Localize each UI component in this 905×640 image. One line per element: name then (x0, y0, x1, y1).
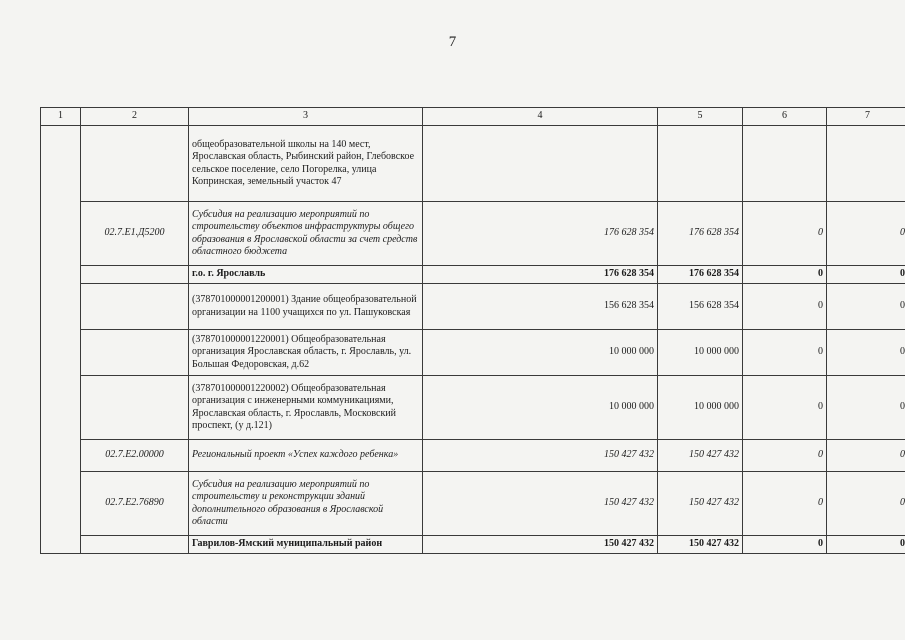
table-header-row (41, 108, 905, 126)
table-cell-col5: 10 000 000 (658, 376, 743, 440)
table-cell-col6: 0 (743, 330, 827, 376)
table-cell-col4: 150 427 432 (423, 472, 658, 536)
table-cell-code (81, 376, 189, 440)
table-row (41, 284, 905, 330)
table-cell-code: 02.7.Е1.Д5200 (81, 202, 189, 266)
table-row (41, 472, 905, 536)
table-cell-col4: 10 000 000 (423, 330, 658, 376)
column-header-1: 1 (41, 108, 81, 126)
table-cell-col7: 0 (827, 284, 905, 330)
table-cell-col6 (743, 126, 827, 202)
budget-table (40, 107, 905, 554)
table-cell-col4: 150 427 432 (423, 440, 658, 472)
table-cell-col6: 0 (743, 266, 827, 284)
table-cell-col5: 176 628 354 (658, 266, 743, 284)
table-row (41, 266, 905, 284)
table-cell-code: 02.7.Е2.76890 (81, 472, 189, 536)
table-row (41, 330, 905, 376)
table-cell-name: г.о. г. Ярославль (189, 266, 423, 284)
column-header-7: 7 (827, 108, 905, 126)
table-cell-col4: 176 628 354 (423, 202, 658, 266)
column-header-5: 5 (658, 108, 743, 126)
table-cell-col7: 0 (827, 202, 905, 266)
table-cell-col4 (423, 126, 658, 202)
table-cell-col5: 150 427 432 (658, 440, 743, 472)
table-cell-col5: 10 000 000 (658, 330, 743, 376)
table-cell-name: Субсидия на реализацию мероприятий по строительству и реконструкции зданий дополнительного образования в Ярославской области (189, 472, 423, 536)
table-cell-col5: 176 628 354 (658, 202, 743, 266)
table-cell-col5 (658, 126, 743, 202)
table-cell-name: общеобразовательной школы на 140 мест, Ярославская область, Рыбинский район, Глебовское сельское поселение, село Погорелка, улица Копринская, земельный участок 47 (189, 126, 423, 202)
table-cell-name: (378701000001200001) Здание общеобразовательной организации на 1100 учащихся по ул. Пашуковская (189, 284, 423, 330)
page-number: 7 (448, 34, 457, 50)
table-cell-col7: 0 (827, 376, 905, 440)
table-row (41, 376, 905, 440)
table-cell-col7 (827, 126, 905, 202)
table-cell-col4: 156 628 354 (423, 284, 658, 330)
table-cell-code (81, 284, 189, 330)
table-cell-name: Региональный проект «Успех каждого ребенка» (189, 440, 423, 472)
table-cell-col6: 0 (743, 284, 827, 330)
table-cell-col6: 0 (743, 376, 827, 440)
table-cell-col5: 150 427 432 (658, 536, 743, 554)
table-cell-col6: 0 (743, 440, 827, 472)
table-cell-code (81, 536, 189, 554)
table-cell-col6: 0 (743, 472, 827, 536)
table-cell-name: (378701000001220002) Общеобразовательная организация с инженерными коммуникациями, Ярославская область, г. Ярославль, Московский проспект, (у д.121) (189, 376, 423, 440)
table-cell-col5: 150 427 432 (658, 472, 743, 536)
table-row (41, 536, 905, 554)
table-cell-col6: 0 (743, 202, 827, 266)
table-cell-col4: 150 427 432 (423, 536, 658, 554)
column-header-4: 4 (423, 108, 658, 126)
table-row (41, 202, 905, 266)
table-cell-col1 (41, 126, 81, 554)
table-cell-col4: 176 628 354 (423, 266, 658, 284)
table-cell-col7: 0 (827, 330, 905, 376)
table-cell-col5: 156 628 354 (658, 284, 743, 330)
table-cell-col7: 0 (827, 536, 905, 554)
column-header-2: 2 (81, 108, 189, 126)
table-row (41, 440, 905, 472)
table-cell-code (81, 126, 189, 202)
table-cell-col7: 0 (827, 440, 905, 472)
column-header-6: 6 (743, 108, 827, 126)
table-cell-col7: 0 (827, 472, 905, 536)
column-header-3: 3 (189, 108, 423, 126)
table-row (41, 126, 905, 202)
table-cell-code (81, 330, 189, 376)
table-cell-col7: 0 (827, 266, 905, 284)
table-cell-code (81, 266, 189, 284)
table-cell-name: (378701000001220001) Общеобразовательная организация Ярославская область, г. Ярославль, ул. Большая Федоровская, д.62 (189, 330, 423, 376)
table-cell-col4: 10 000 000 (423, 376, 658, 440)
table-cell-name: Субсидия на реализацию мероприятий по строительству объектов инфраструктуры общего образования в Ярославской области за счет средств областного бюджета (189, 202, 423, 266)
table-cell-code: 02.7.Е2.00000 (81, 440, 189, 472)
table-cell-col6: 0 (743, 536, 827, 554)
table-cell-name: Гаврилов-Ямский муниципальный район (189, 536, 423, 554)
